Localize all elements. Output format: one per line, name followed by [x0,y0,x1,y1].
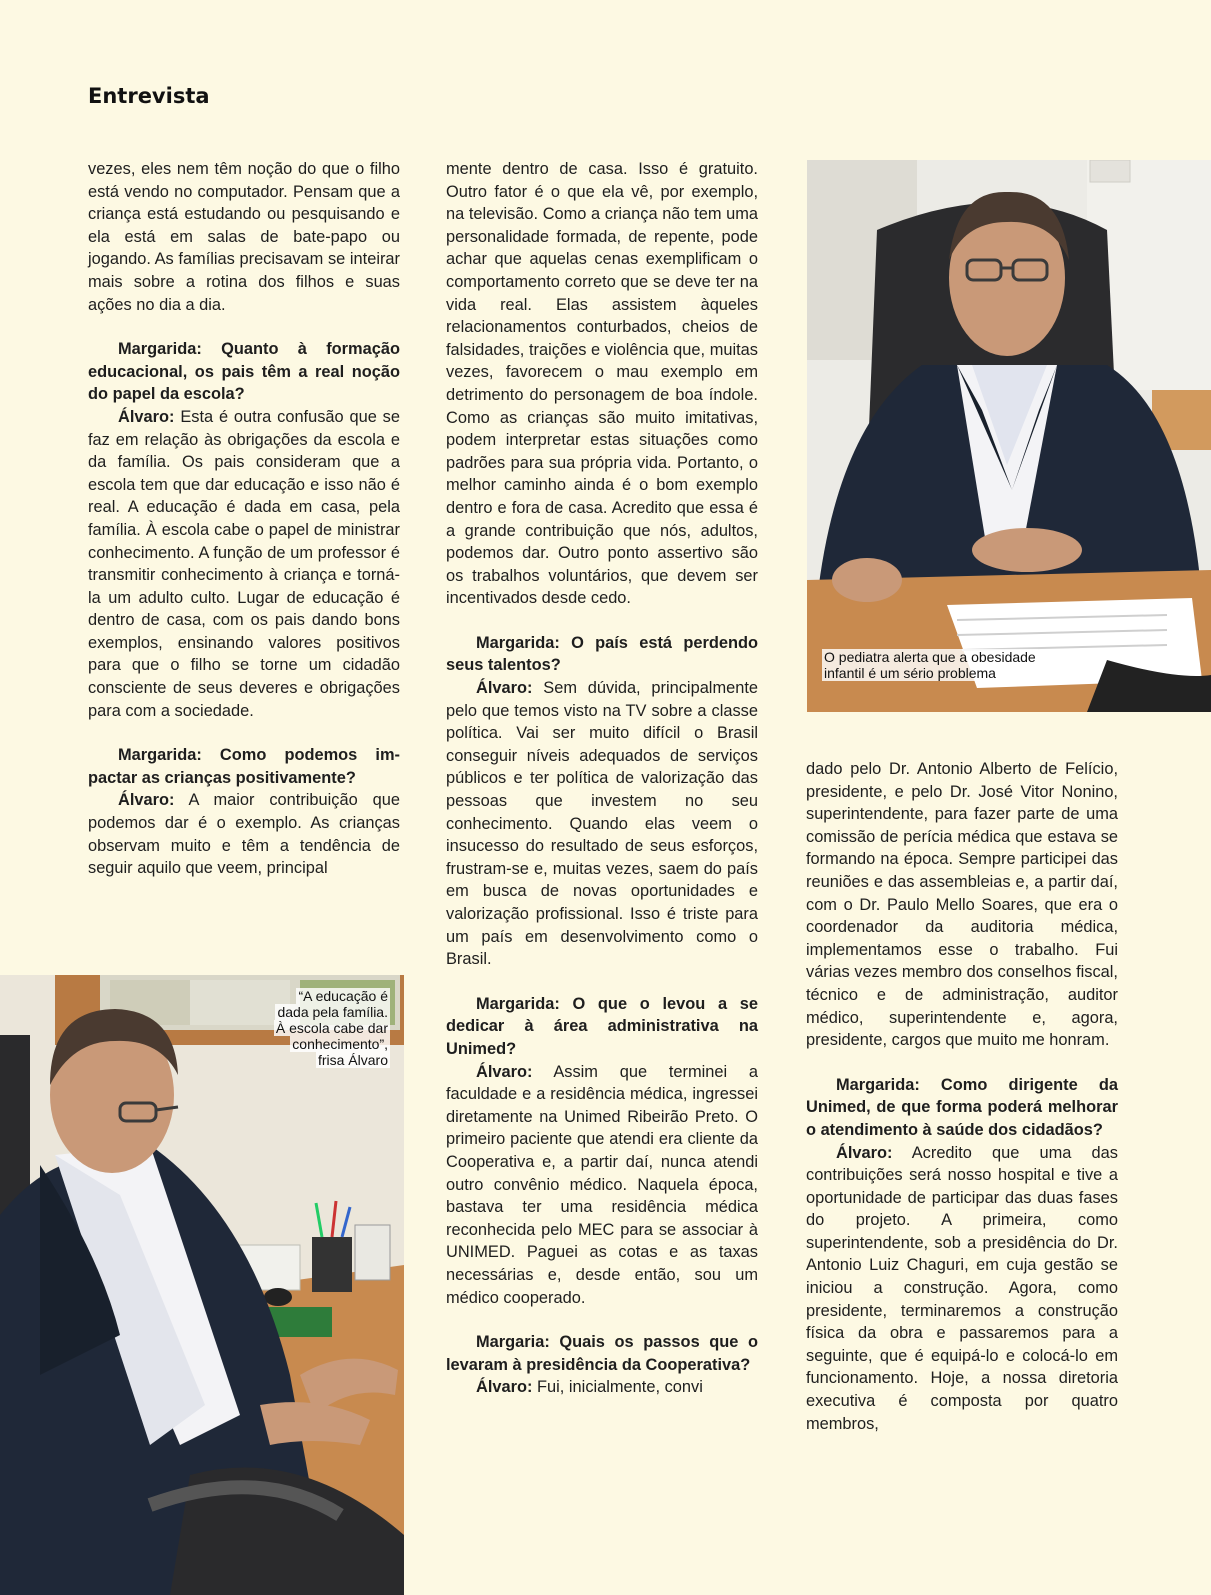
speaker-label: Álvaro: [836,1143,893,1162]
caption-line: frisa Álvaro [317,1052,388,1068]
answer-text: Sem dúvida, principalmente pelo que temos visto na TV sobre a classe política. Vai ser muito difícil o Brasil conseguir níveis adequados de serviços públicos e ter política de valorização das pessoas que investem no seu conhecimento. Quando elas veem o insucesso do resultado de seus esforços, frustram-se e, muitas vezes, saem do país em busca de novas oportunidades e valorização profissional. Isso é triste para um país em desenvolvimento como o Brasil. [446,679,758,969]
caption-line: À escola cabe dar [275,1020,388,1036]
interview-answer [446,1061,758,1310]
interview-question: Margarida: O que o levou a se dedicar à área administrativa na Unimed? [446,994,758,1058]
paragraph: vezes, eles nem têm noção do que o filho está vendo no computador. Pensam que a criança está estudando ou pesquisando e ela está em salas de bate-papo ou jogando. As famílias precisavam se inteirar mais sobre a rotina dos filhos e suas ações no dia a dia. [88,160,400,314]
answer-text: Fui, inicialmente, convi [532,1378,703,1397]
interview-answer [446,1376,758,1399]
interview-question: Margarida: Como dirigente da Unimed, de que forma poderá melhorar o atendimento à saúde dos cidadãos? [806,1075,1118,1139]
caption-line: O pediatra alerta que a obesidade [824,649,1036,665]
interview-answer [88,406,400,722]
interview-answer [446,677,758,971]
speaker-label: Álvaro: [118,407,175,426]
caption-line: infantil é um sério problema [824,665,996,681]
paragraph: dado pelo Dr. Antonio Alberto de Felício, presidente, e pelo Dr. José Vitor Nonino, superintendente, para fazer parte de uma comissão de perícia médica que estava se formando na época. Sempre participei das reuniões e das assembleias e, a partir daí, com o Dr. Paulo Mello Soares, que era o coordenador da auditoria médica, implementamos esse o trabalho. Fui várias vezes membro dos conselhos fiscal, técnico e de administração, auditor médico, superintendente e, agora, presidente, cargos que muito me honram. [806,760,1118,1050]
speaker-label: Álvaro: [118,791,175,810]
photo-caption-top [822,649,1082,681]
caption-line: conhecimento”, [292,1036,388,1052]
answer-text: Esta é outra confusão que se faz em relação às obrigações da escola e da família. Os pais consideram que a escola tem que dar educação e isso não é real. A educação é dada em casa, pela família. À escola cabe o papel de ministrar conhecimento. A função de um professor é transmitir conhecimento à criança e torná-la um adulto culto. Lugar de educação é dentro de casa, com os pais dando bons exemplos, ensinando valores positivos para que o filho se torne um cidadão consciente de seus deveres e obrigações para com a sociedade. [88,407,400,720]
speaker-label: Álvaro: [476,1062,533,1081]
interviewee-photo-bottom [0,975,404,1595]
interview-answer [806,1142,1118,1436]
photo-caption-bottom [262,988,390,1068]
interview-question: Margaria: Quais os passos que o levaram à presidência da Cooperativa? [446,1333,758,1374]
paragraph: mente dentro de casa. Isso é gratuito. Outro fator é o que ela vê, por exemplo, na televisão. Como a criança não tem uma personalidade formada, de repente, pode achar que aquelas cenas exemplificam o comportamento correto que se deve ter na vida real. Elas assistem àqueles relacionamentos conturbados, cheios de falsidades, traições e violência que, muitas vezes, favorecem o mau exemplo em detrimento do personagem de boa índole. Como as crianças são muito imitativas, podem interpretar estas situações como padrões para sua própria vida. Portanto, o melhor caminho ainda é o bom exemplo dentro e fora de casa. Acredito que essa é a grande contribuição que nós, adultos, podemos dar. Outro ponto assertivo são os trabalhos voluntários, que devem ser incentivados desde cedo. [446,160,758,608]
text-column-3 [806,758,1118,1435]
section-title: Entrevista [88,84,210,108]
interview-question: Margarida: Como podemos impactar as crianças positivamente? [88,746,400,787]
interview-question: Margarida: O país está perdendo seus talentos? [446,633,758,675]
text-column-1 [88,158,400,880]
interview-question: Margarida: Quanto à formação educacional, os pais têm a real noção do papel da escola? [88,340,400,404]
interviewee-illustration [0,975,404,1595]
interviewee-illustration [807,160,1211,712]
speaker-label: Álvaro: [476,1378,533,1397]
speaker-label: Álvaro: [476,679,533,698]
interview-answer [88,789,400,879]
caption-line: “A educação é [298,988,388,1004]
caption-line: dada pela família. [277,1004,388,1020]
interviewee-photo-top [807,160,1211,712]
answer-text: Acredito que uma das contribuições será nosso hospital e tive a oportunidade de participar das duas fases do projeto. A primeira, como superintendente, sob a presidência do Dr. Antonio Luiz Chaguri, em cuja gestão se iniciou a construção. Agora, como presidente, terminaremos a construção física da obra e passaremos para a seguinte, que é equipá-lo e colocá-lo em funcionamento. Hoje, a nossa diretoria executiva é composta por quatro membros, [806,1143,1118,1433]
text-column-2 [446,158,758,1399]
answer-text: Assim que terminei a faculdade e a residência médica, ingressei diretamente na Unimed Ribeirão Preto. O primeiro paciente que atendi era cliente da Cooperativa e, a partir daí, nunca atendi outro convênio médico. Naquela época, bastava ter uma residência médica reconhecida pelo MEC para se associar à UNIMED. Paguei as cotas e as taxas necessárias e, desde então, sou um médico cooperado. [446,1062,758,1307]
answer-text: A maior contribuição que podemos dar é o exemplo. As crianças observam muito e têm a tendência de seguir aquilo que veem, principal [88,791,400,878]
